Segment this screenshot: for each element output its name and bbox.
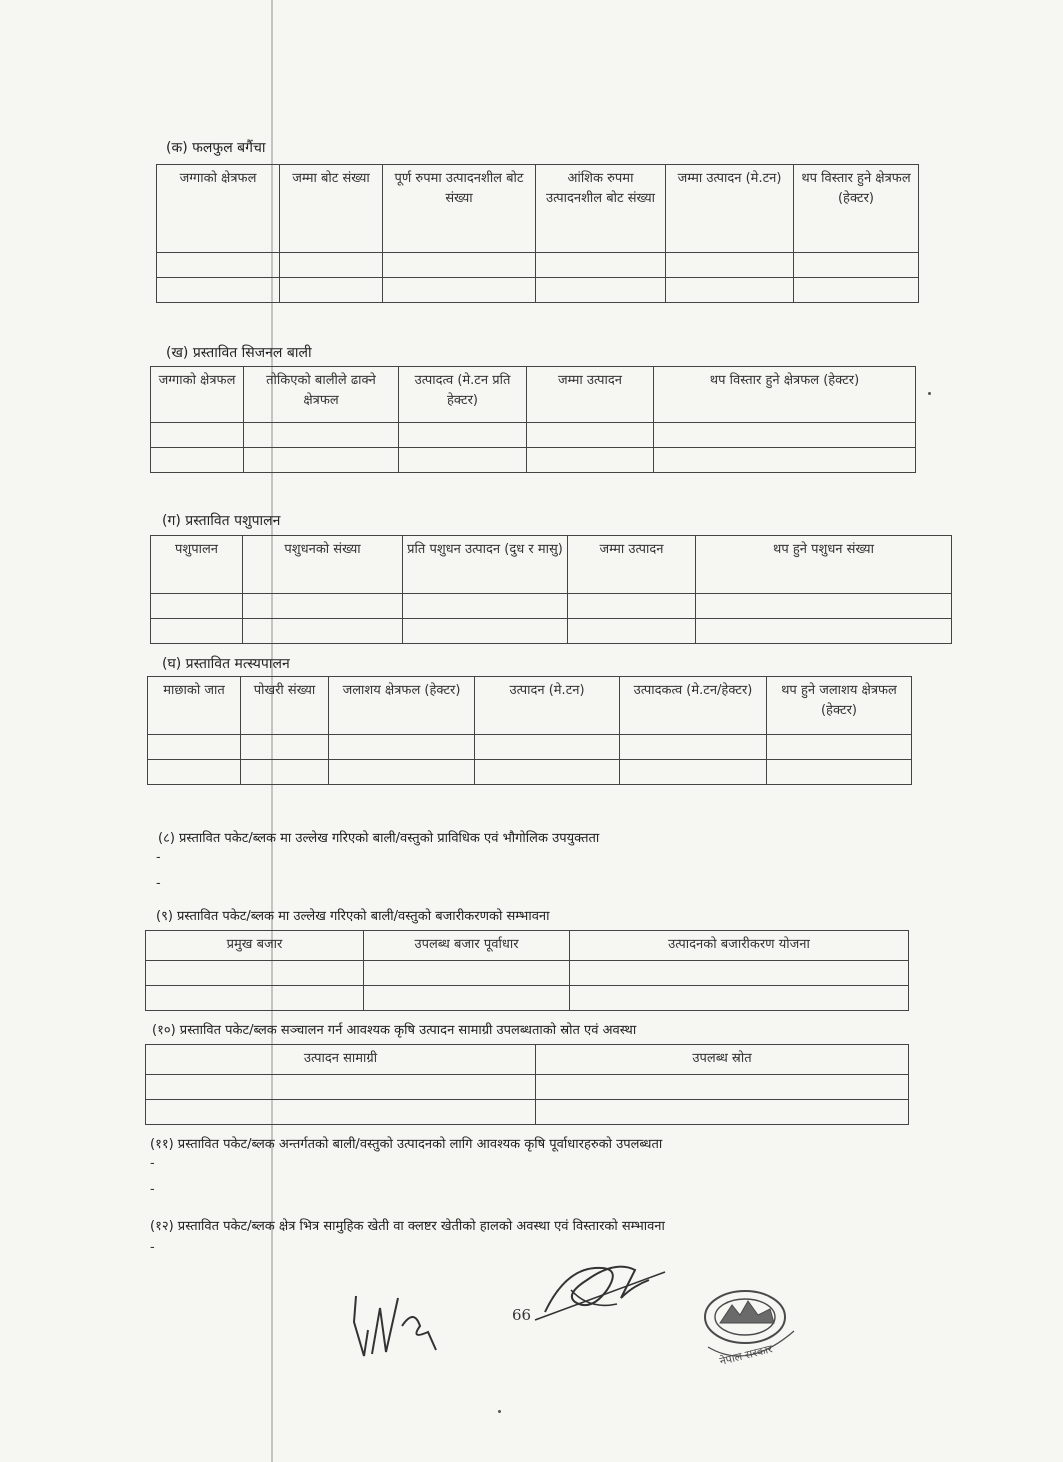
table-header-cell: जम्मा उत्पादन: [568, 536, 696, 594]
section-12-heading: (१२) प्रस्तावित पकेट/ब्लक क्षेत्र भित्र सामुहिक खेती वा क्लष्टर खेतीको हालको अवस्था एवं विस्तारको सम्भावना: [150, 1219, 665, 1234]
table-header-cell: पूर्ण रुपमा उत्पादनशील बोट संख्या: [383, 165, 536, 253]
section-11-dash: -: [150, 1182, 155, 1197]
section-8-heading: (८) प्रस्तावित पकेट/ब्लक मा उल्लेख गरिएको बाली/वस्तुको प्राविधिक एवं भौगोलिक उपयुक्तता: [158, 831, 600, 846]
seasonal-crop-table: [150, 366, 916, 473]
table-row: [146, 986, 909, 1011]
section-ga-heading: (ग) प्रस्तावित पशुपालन: [162, 513, 281, 529]
orchard-table: [156, 164, 919, 303]
table-header-cell: उत्पादन सामाग्री: [146, 1045, 536, 1075]
table-row: [146, 1100, 909, 1125]
section-9-heading: (९) प्रस्तावित पकेट/ब्लक मा उल्लेख गरिएको बाली/वस्तुको बजारीकरणको सम्भावना: [156, 909, 550, 924]
livestock-table: [150, 535, 952, 644]
market-table: [145, 930, 909, 1011]
table-header-cell: जग्गाको क्षेत्रफल: [151, 367, 244, 423]
table-row: [157, 278, 919, 303]
table-header-cell: पोखरी संख्या: [241, 677, 329, 735]
scan-speck: [928, 392, 931, 395]
table-header-cell: जलाशय क्षेत्रफल (हेक्टर): [329, 677, 475, 735]
section-11-dash: -: [150, 1156, 155, 1171]
section-gha-heading: (घ) प्रस्तावित मत्स्यपालन: [162, 656, 290, 672]
scan-speck: [498, 1410, 501, 1413]
table-header-cell: आंशिक रुपमा उत्पादनशील बोट संख्या: [536, 165, 666, 253]
section-8-dash: -: [156, 850, 161, 865]
table-row: [151, 594, 952, 619]
table-header-cell: उत्पादकत्व (मे.टन/हेक्टर): [620, 677, 767, 735]
table-header-cell: प्रमुख बजार: [146, 931, 364, 961]
section-8-dash: -: [156, 876, 161, 891]
table-header-cell: उत्पादनको बजारीकरण योजना: [570, 931, 909, 961]
table-header-cell: जम्मा उत्पादन: [527, 367, 654, 423]
signature-left: [340, 1282, 460, 1377]
table-header-cell: माछाको जात: [148, 677, 241, 735]
table-header-cell: उत्पादन (मे.टन): [475, 677, 620, 735]
section-ka-heading: (क) फलफुल बगैंचा: [166, 140, 266, 156]
section-kha-heading: (ख) प्रस्तावित सिजनल बाली: [166, 345, 312, 361]
section-10-heading: (१०) प्रस्तावित पकेट/ब्लक सञ्चालन गर्न आवश्यक कृषि उत्पादन सामाग्री उपलब्धताको स्रोत एवं अवस्था: [152, 1023, 637, 1038]
table-header-cell: उपलब्ध बजार पूर्वाधार: [364, 931, 570, 961]
government-seal: [690, 1275, 805, 1375]
table-header-cell: जम्मा उत्पादन (मे.टन): [666, 165, 794, 253]
table-header-cell: थप विस्तार हुने क्षेत्रफल (हेक्टर): [794, 165, 919, 253]
table-header-cell: प्रति पशुधन उत्पादन (दुध र मासु): [403, 536, 568, 594]
table-header-cell: जम्मा बोट संख्या: [280, 165, 383, 253]
section-11-heading: (११) प्रस्तावित पकेट/ब्लक अन्तर्गतको बाली/वस्तुको उत्पादनको लागि आवश्यक कृषि पूर्वाधारहरुको उपलब्धता: [150, 1137, 663, 1152]
table-header-cell: जग्गाको क्षेत्रफल: [157, 165, 280, 253]
table-row: [146, 1075, 909, 1100]
table-header-cell: थप हुने पशुधन संख्या: [696, 536, 952, 594]
input-source-table: [145, 1044, 909, 1125]
signature-center: [525, 1250, 675, 1330]
page-number: 66: [512, 1306, 532, 1324]
table-row: [157, 253, 919, 278]
table-header-cell: तोकिएको बालीले ढाक्ने क्षेत्रफल: [244, 367, 399, 423]
table-row: [151, 448, 916, 473]
table-row: [148, 760, 912, 785]
table-row: [146, 961, 909, 986]
table-row: [148, 735, 912, 760]
seal-text: नेपाल सरकार: [718, 1342, 774, 1368]
table-row: [151, 619, 952, 644]
table-header-cell: पशुधनको संख्या: [243, 536, 403, 594]
table-header-cell: पशुपालन: [151, 536, 243, 594]
section-12-dash: -: [150, 1240, 155, 1255]
table-header-cell: उत्पादत्व (मे.टन प्रति हेक्टर): [399, 367, 527, 423]
table-header-cell: थप विस्तार हुने क्षेत्रफल (हेक्टर): [654, 367, 916, 423]
table-header-cell: उपलब्ध स्रोत: [536, 1045, 909, 1075]
table-header-cell: थप हुने जलाशय क्षेत्रफल (हेक्टर): [767, 677, 912, 735]
table-row: [151, 423, 916, 448]
fishery-table: [147, 676, 912, 785]
